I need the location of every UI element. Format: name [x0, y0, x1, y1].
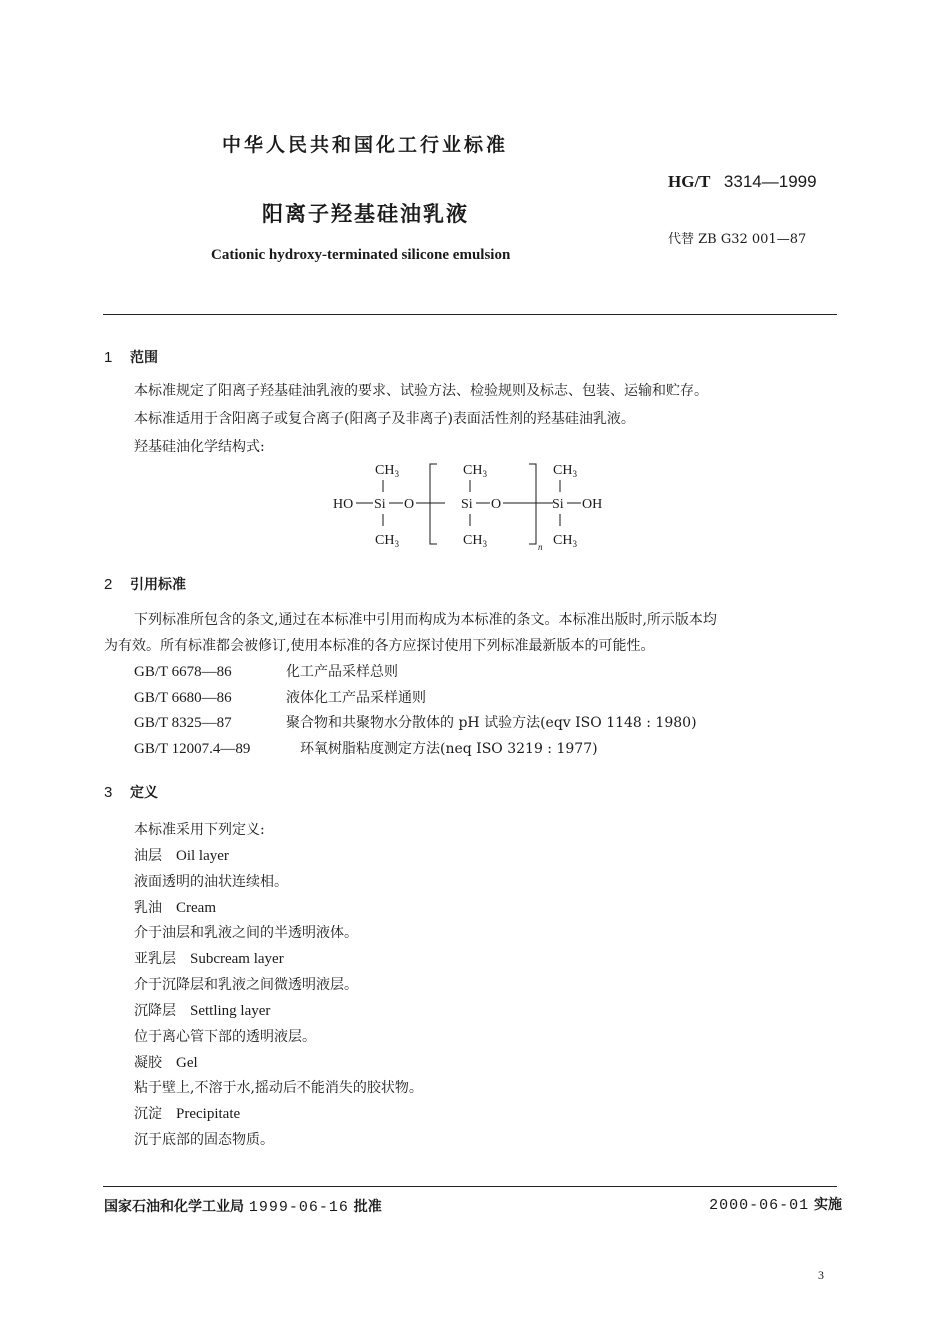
issuer: 国家石油和化学工业局 [104, 1199, 244, 1215]
formula-methyl: $CH_3$ [375, 533, 399, 549]
term-en: Settling layer [190, 1003, 271, 1019]
section-number: 2 [104, 576, 113, 593]
reference-code: GB/T 8325—87 [134, 715, 232, 731]
standard-number [668, 172, 817, 192]
section-title: 定义 [130, 785, 158, 801]
section-title: 引用标准 [130, 577, 186, 593]
normative-reference [134, 661, 398, 681]
formula-methyl: $CH_3$ [463, 463, 487, 479]
section-2-heading [104, 574, 186, 594]
term-en: Subcream layer [190, 951, 284, 967]
formula-methyl: $CH_3$ [463, 533, 487, 549]
definition-term [134, 1103, 240, 1123]
paragraph: 本标准适用于含阳离子或复合离子(阳离子及非离子)表面活性剂的羟基硅油乳液。 [134, 411, 635, 427]
standard-code: 3314—1999 [723, 172, 817, 191]
term-en: Oil layer [176, 848, 229, 864]
issuing-authority-title: 中华人民共和国化工行业标准 [222, 134, 509, 156]
definition-term [134, 948, 284, 968]
reference-code: GB/T 12007.4—89 [134, 741, 251, 757]
term-en: Cream [176, 900, 216, 916]
formula-hydroxyl: OH [582, 497, 603, 512]
reference-title: 环氧树脂粘度测定方法(neq ISO 3219 : 1977) [300, 741, 598, 757]
formula-hydroxyl: HO [333, 497, 354, 512]
formula-silicon: Si [552, 497, 564, 512]
term-cn: 沉降层 [134, 1003, 176, 1019]
formula-repeat-count: n [538, 542, 543, 550]
approval-line [104, 1196, 382, 1216]
implementation-word: 实施 [814, 1197, 842, 1213]
section-number: 1 [104, 349, 113, 366]
normative-reference [134, 738, 598, 758]
formula-methyl: $CH_3$ [375, 463, 399, 479]
paragraph-continued: 为有效。所有标准都会被修订,使用本标准的各方应探讨使用下列标准最新版本的可能性。 [104, 638, 655, 654]
paragraph: 羟基硅油化学结构式: [134, 439, 265, 455]
term-cn: 油层 [134, 848, 162, 864]
formula-silicon: Si [461, 497, 473, 512]
section-title: 范围 [130, 350, 158, 366]
implementation-date: 2000-06-01 [709, 1197, 810, 1214]
definition-text: 粘于壁上,不溶于水,摇动后不能消失的胶状物。 [134, 1080, 423, 1096]
term-cn: 凝胶 [134, 1055, 162, 1071]
chemical-structure-formula [325, 458, 625, 550]
footer-divider [103, 1186, 837, 1187]
header-divider [103, 314, 837, 315]
approval-date: 1999-06-16 [248, 1199, 349, 1216]
standard-prefix: HG/T [668, 172, 711, 191]
approval-word: 批准 [353, 1199, 382, 1215]
formula-oxygen: O [491, 497, 502, 512]
reference-code: GB/T 6678—86 [134, 664, 232, 680]
definition-term [134, 1000, 270, 1020]
implementation-line [709, 1194, 842, 1214]
formula-methyl: $CH_3$ [553, 533, 577, 549]
formula-bracket-left [430, 464, 437, 544]
term-cn: 沉淀 [134, 1106, 162, 1122]
definition-term [134, 1052, 198, 1072]
definition-term [134, 897, 216, 917]
formula-silicon: Si [374, 497, 386, 512]
definition-text: 液面透明的油状连续相。 [134, 874, 288, 890]
term-cn: 乳油 [134, 900, 162, 916]
document-title-en: Cationic hydroxy-terminated silicone emulsion [211, 247, 511, 263]
page-number: 3 [818, 1268, 824, 1282]
paragraph: 本标准规定了阳离子羟基硅油乳液的要求、试验方法、检验规则及标志、包装、运输和贮存。 [134, 383, 708, 399]
definition-text: 沉于底部的固态物质。 [134, 1132, 274, 1148]
section-1-heading [104, 347, 158, 367]
reference-title: 液体化工产品采样通则 [286, 690, 426, 706]
formula-bracket-right [529, 464, 536, 544]
formula-methyl: $CH_3$ [553, 463, 577, 479]
section-number: 3 [104, 784, 113, 801]
replaces-standard: 代替 ZB G32 001—87 [668, 232, 807, 247]
formula-oxygen: O [404, 497, 415, 512]
normative-reference [134, 712, 697, 732]
term-en: Precipitate [176, 1106, 241, 1122]
definition-text: 介于油层和乳液之间的半透明液体。 [134, 925, 358, 941]
definition-term [134, 845, 229, 865]
section-3-heading [104, 782, 158, 802]
definition-text: 位于离心管下部的透明液层。 [134, 1029, 316, 1045]
term-en: Gel [176, 1055, 198, 1071]
reference-title: 聚合物和共聚物水分散体的 pH 试验方法(eqv ISO 1148 : 1980) [286, 715, 697, 731]
reference-title: 化工产品采样总则 [286, 664, 398, 680]
definition-text: 介于沉降层和乳液之间微透明液层。 [134, 977, 358, 993]
term-cn: 亚乳层 [134, 951, 176, 967]
paragraph: 本标准采用下列定义: [134, 822, 265, 838]
paragraph: 下列标准所包含的条文,通过在本标准中引用而构成为本标准的条文。本标准出版时,所示版本均 [134, 612, 717, 628]
reference-code: GB/T 6680—86 [134, 690, 232, 706]
document-title-cn: 阳离子羟基硅油乳液 [262, 202, 469, 226]
normative-reference [134, 687, 426, 707]
